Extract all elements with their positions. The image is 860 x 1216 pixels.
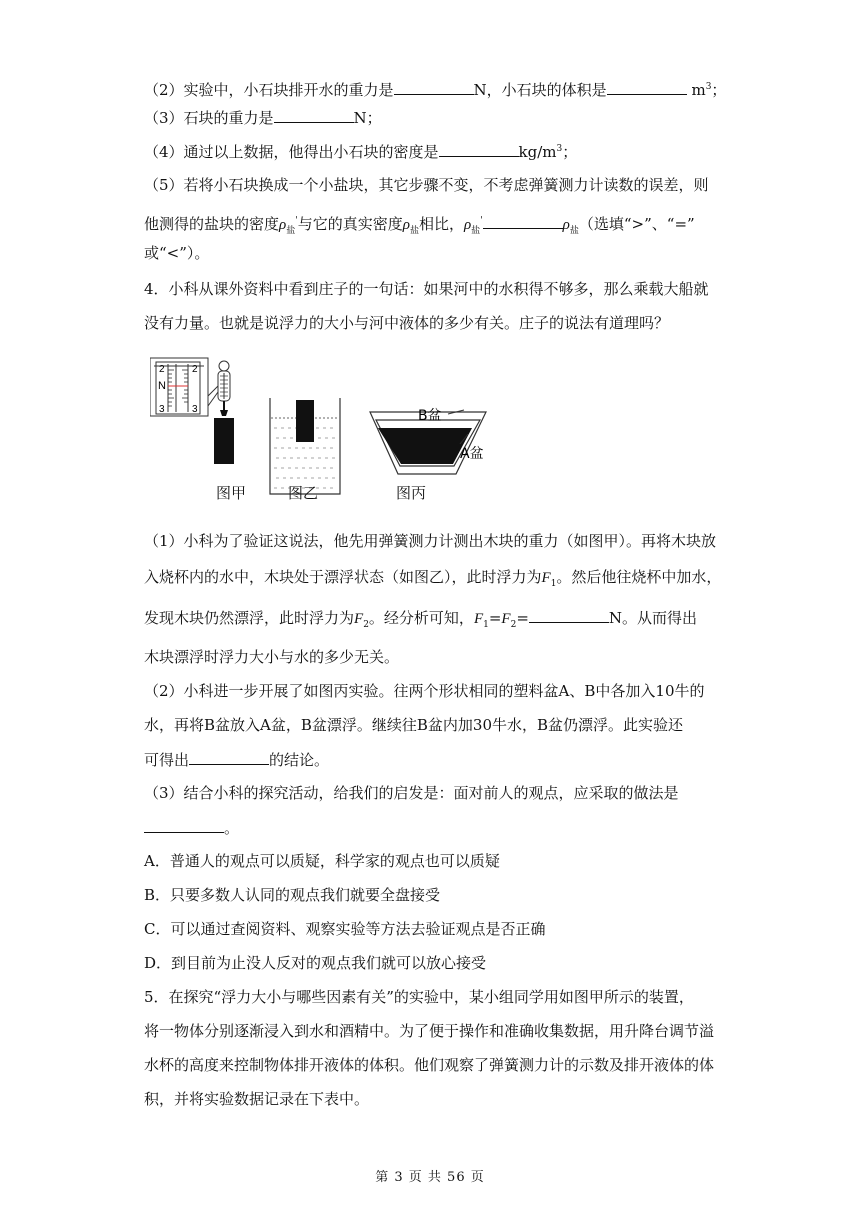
option-b[interactable]: B．只要多数人认同的观点我们就要全盘接受 bbox=[144, 886, 441, 904]
caption-jia: 图甲 bbox=[216, 484, 247, 502]
svg-text:N: N bbox=[158, 380, 166, 392]
wood-block-hanging bbox=[214, 418, 234, 464]
question-5-line-2: 将一物体分别逐渐浸入到水和酒精中。为了便于操作和准确收集数据，用升降台调节溢 bbox=[144, 1022, 715, 1040]
answer-blank[interactable] bbox=[529, 606, 609, 623]
wood-block-floating bbox=[296, 400, 314, 442]
question-5-line-1: 5．在探究“浮力大小与哪些因素有关”的实验中，某小组同学用如图甲所示的装置， bbox=[144, 988, 694, 1006]
svg-text:3: 3 bbox=[192, 404, 198, 415]
svg-text:B盆: B盆 bbox=[418, 408, 442, 424]
question-4-part-1-line-4: 木块漂浮时浮力大小与水的多少无关。 bbox=[144, 648, 400, 666]
question-4-part-2-line-3: 可得出 的结论。 bbox=[144, 748, 329, 771]
caption-yi: 图乙 bbox=[288, 484, 319, 502]
experiment-figure bbox=[150, 356, 530, 506]
svg-text:A盆: A盆 bbox=[460, 446, 484, 462]
question-3-part-5-line-2: 他测得的盐块的密度$\rho_盐'$与它的真实密度$\rho_盐$相比，$\rho_盐'$ $\rho_盐$（选填“>”、“=” bbox=[144, 210, 695, 242]
svg-text:3: 3 bbox=[159, 404, 165, 415]
question-4-part-3-line-1: （3）结合小科的探究活动，给我们的启发是：面对前人的观点，应采取的做法是 bbox=[144, 784, 679, 802]
question-5-line-4: 积，并将实验数据记录在下表中。 bbox=[144, 1090, 370, 1108]
answer-blank[interactable] bbox=[274, 106, 354, 123]
question-4-part-2-line-1: （2）小科进一步开展了如图丙实验。往两个形状相同的塑料盆A、B中各加入10牛的 bbox=[144, 682, 705, 700]
answer-blank[interactable] bbox=[439, 140, 519, 157]
answer-blank[interactable] bbox=[607, 78, 687, 95]
question-4-part-2-line-2: 水，再将B盆放入A盆，B盆漂浮。继续往B盆内加30牛水，B盆仍漂浮。此实验还 bbox=[144, 716, 684, 734]
svg-text:2: 2 bbox=[192, 364, 198, 375]
question-4-line-2: 没有力量。也就是说浮力的大小与河中液体的多少有关。庄子的说法有道理吗？ bbox=[144, 314, 670, 332]
beaker-figure bbox=[270, 398, 340, 494]
basins-figure bbox=[370, 408, 486, 474]
question-5-line-3: 水杯的高度来控制物体排开液体的体积。他们观察了弹簧测力计的示数及排开液体的体 bbox=[144, 1056, 715, 1074]
option-a[interactable]: A．普通人的观点可以质疑，科学家的观点也可以质疑 bbox=[144, 852, 500, 870]
answer-blank[interactable] bbox=[483, 212, 563, 229]
answer-blank[interactable] bbox=[189, 748, 269, 765]
question-3-part-3: （3）石块的重力是 N； bbox=[144, 106, 382, 129]
page-footer: 第 3 页 共 56 页 bbox=[375, 1170, 485, 1185]
answer-blank[interactable] bbox=[394, 78, 474, 95]
question-3-part-2: （2）实验中，小石块排开水的重力是 N，小石块的体积是 $m^3$； bbox=[144, 76, 726, 101]
question-3-part-4: （4）通过以上数据，他得出小石块的密度是 $kg/m^3$； bbox=[144, 138, 577, 163]
option-c[interactable]: C．可以通过查阅资料、观察实验等方法去验证观点是否正确 bbox=[144, 920, 546, 938]
spring-scale-figure bbox=[150, 358, 234, 464]
question-4-line-1: 4．小科从课外资料中看到庄子的一句话：如果河中的水积得不够多，那么乘载大船就 bbox=[144, 280, 709, 298]
caption-bing: 图丙 bbox=[396, 484, 427, 502]
question-3-part-5-line-3: 或“<”）。 bbox=[144, 244, 210, 262]
answer-blank[interactable] bbox=[144, 816, 224, 833]
option-d[interactable]: D．到目前为止没人反对的观点我们就可以放心接受 bbox=[144, 954, 487, 972]
svg-text:2: 2 bbox=[159, 364, 165, 375]
question-4-part-1-line-1: （1）小科为了验证这说法，他先用弹簧测力计测出木块的重力（如图甲）。再将木块放 bbox=[144, 532, 717, 550]
question-4-part-1-line-3: 发现木块仍然漂浮，此时浮力为$F_2$。经分析可知，$F_1=F_2= N$。从而得出 bbox=[144, 606, 697, 636]
question-3-part-5-line-1: （5）若将小石块换成一个小盐块，其它步骤不变，不考虑弹簧测力计读数的误差，则 bbox=[144, 176, 709, 194]
experiment-diagram bbox=[150, 356, 530, 506]
question-4-part-1-line-2: 入烧杯内的水中，木块处于漂浮状态（如图乙），此时浮力为$F_1$。然后他往烧杯中加水， bbox=[144, 568, 722, 589]
question-4-part-3-line-2: 。 bbox=[144, 816, 239, 839]
